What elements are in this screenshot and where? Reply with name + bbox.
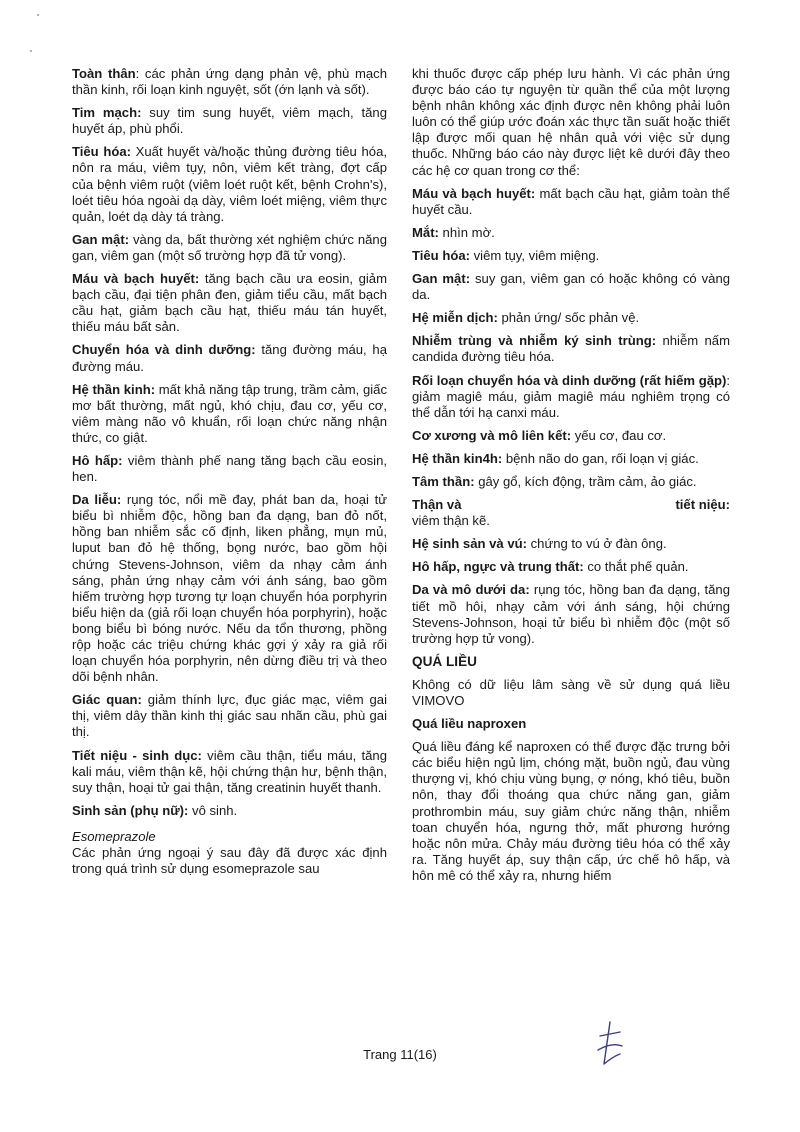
tiet-nieu-paragraph: Tiết niệu - sinh dục: viêm cầu thận, tiểu máu, tăng kali máu, viêm thận kẽ, hội chứng thận hư, bệnh thận, suy thận, hoại tử gai thận, tăng creatinin huyết thanh. <box>72 747 387 795</box>
than-kinh-paragraph: Hệ thần kin4h: bệnh não do gan, rối loạn vị giác. <box>412 450 699 466</box>
mat-paragraph: Mắt: nhìn mờ. <box>412 224 495 240</box>
da-paragraph: Da và mô dưới da: rụng tóc, hồng ban đa dạng, tăng tiết mồ hôi, nhạy cảm với ánh sáng, hội chứng Stevens-Johnson, hoại tử biểu bì nhiễm độc (một số trường hợp tử vong). <box>412 582 730 646</box>
chuyen-hoa-paragraph: Chuyển hóa và dinh dưỡng: tăng đường máu, hạ đường máu. <box>72 342 387 374</box>
nhiem-trung-paragraph: Nhiễm trùng và nhiễm ký sinh trùng: nhiễm nấm candida đường tiêu hóa. <box>412 333 730 365</box>
intro-paragraph: khi thuốc được cấp phép lưu hành. Vì các phản ứng được báo cáo tự nguyện từ quần thể của một lượng bệnh nhân không xác định được nên không phải luôn luôn có thể giúp ước đoán xác thực tần suất hoặc thiết lập được mối quan hệ nhân quả với việc sử dụng thuốc. Những báo cáo này được liệt kê dưới đây theo các hệ cơ quan trong cơ thể: <box>412 66 730 178</box>
ho-hap-paragraph: Hô hấp, ngực và trung thất: co thắt phế quản. <box>412 559 689 575</box>
page-number: Trang 11(16) <box>363 1047 437 1062</box>
than-kinh-paragraph: Hệ thần kinh: mất khả năng tập trung, trầm cảm, giấc mơ bất thường, mất ngủ, khó chịu, đau cơ, yếu cơ, viêm màng não vô khuẩn, rối loạn chức năng nhận thức, co giật. <box>72 381 387 445</box>
gan-mat-paragraph: Gan mật: suy gan, viêm gan có hoặc không có vàng da. <box>412 271 731 303</box>
da-lieu-paragraph: Da liễu: rụng tóc, nổi mề đay, phát ban da, hoại tử biểu bì nhiễm độc, hồng ban đa dạng, ban đỏ nốt, hồng ban nhiễm sắc cố định, liken phẳng, mụn mủ, luput ban đỏ hệ thống, bọng nước, bao gồm hội chứng Stevens-Johnson, viêm da nhạy cảm ánh sáng, phản ứng nhạy cảm với ánh sáng, bao gồm hiếm trường hợp tương tự loạn chuyển hóa porphyrin biểu hiện da (giả rối loạn chuyển hóa porphyrin), hoặc bong biểu bì bóng nước. Nếu da tổn thương, phồng rộp hoặc các triệu chứng khác gợi ý xảy ra giả rối loạn chuyển hóa porphyrin, nên dừng điều trị và theo dõi bệnh nhân. <box>72 492 387 685</box>
qua-lieu-paragraph: Không có dữ liệu lâm sàng về sử dụng quá liều VIMOVO <box>412 676 730 708</box>
tim-mach-paragraph: Tim mạch: suy tim sung huyết, viêm mạch, tăng huyết áp, phù phổi. <box>72 105 387 137</box>
sinh-san-paragraph: Hệ sinh sản và vú: chứng to vú ở đàn ông. <box>412 536 667 552</box>
ho-hap-paragraph: Hô hấp: viêm thành phế nang tăng bạch cầu eosin, hen. <box>72 452 388 485</box>
esomeprazole-heading: Esomeprazole <box>72 828 156 844</box>
left-column <box>72 66 387 877</box>
chuyen-hoa-paragraph: Rối loạn chuyển hóa và dinh dưỡng (rất hiếm gặp): giảm magiê máu, giảm magiê máu nghiêm trọng có thể dẫn tới hạ canxi máu. <box>412 372 730 420</box>
scan-speck <box>37 14 39 16</box>
naproxen-heading: Quá liều naproxen <box>412 716 527 732</box>
tam-than-paragraph: Tâm thần: gây gổ, kích động, trầm cảm, ảo giác. <box>412 473 697 489</box>
naproxen-paragraph: Quá liều đáng kể naproxen có thể được đặc trưng bởi các biểu hiện ngủ lịm, chóng mặt, buồn ngủ, đau vùng thượng vị, khó chịu vùng bụng, ợ nóng, khó tiêu, buồn nôn, thay đổi thoáng qua chức năng gan, giảm prothrombin máu, suy giảm chức năng thận, nhiễm toan chuyển hóa, ngưng thở, mất phương hướng hoặc nôn mửa. Chảy máu đường tiêu hóa có thể xảy ra. Tăng huyết áp, suy thận cấp, ức chế hô hấp, và hôn mê có thể xảy ra, nhưng hiếm <box>412 739 730 883</box>
mau-paragraph: Máu và bạch huyết: mất bạch cầu hạt, giảm toàn thể huyết cầu. <box>412 185 730 217</box>
tieu-hoa-paragraph: Tiêu hóa: viêm tụy, viêm miệng. <box>412 247 600 263</box>
co-xuong-paragraph: Cơ xương và mô liên kết: yếu cơ, đau cơ. <box>412 427 667 443</box>
gan-mat-paragraph: Gan mật: vàng da, bất thường xét nghiệm chức năng gan, viêm gan (một số trường hợp đã tử vong). <box>72 231 387 263</box>
toan-than-paragraph: Toàn thân: các phản ứng dạng phản vệ, phù mạch thần kinh, rối loạn kinh nguyệt, sốt (ớn lạnh và sốt). <box>72 66 387 98</box>
tieu-hoa-paragraph: Tiêu hóa: Xuất huyết và/hoặc thủng đường tiêu hóa, nôn ra máu, viêm tụy, nôn, viêm kết tràng, đợt cấp của bệnh viêm ruột (viêm loét ruột kết, bệnh Crohn's), loét tiêu hóa ngoài dạ dày, viêm loét miệng, viêm thực quản, loét dạ dày tá tràng. <box>72 144 387 224</box>
giac-quan-paragraph: Giác quan: giảm thính lực, đục giác mạc, viêm gai thị, viêm dây thần kinh thị giác sau nhãn cầu, phù gai thị. <box>72 692 387 740</box>
esomeprazole-paragraph: Các phản ứng ngoại ý sau đây đã được xác định trong quá trình sử dụng esomeprazole sau <box>72 845 387 877</box>
scan-speck <box>30 50 32 52</box>
qua-lieu-heading: QUÁ LIỀU <box>412 653 477 669</box>
than-tiet-nieu-paragraph: viêm thận kẽ. <box>412 513 490 529</box>
mien-dich-paragraph: Hệ miễn dịch: phản ứng/ sốc phản vệ. <box>412 310 640 326</box>
right-column <box>412 66 730 884</box>
sinh-san-paragraph: Sinh sản (phụ nữ): vô sinh. <box>72 802 238 818</box>
than-tiet-nieu-heading: Thận và tiết niệu: <box>412 497 730 513</box>
mau-paragraph: Máu và bạch huyết: tăng bạch cầu ưa eosin, giảm bạch cầu, đại tiện phân đen, giảm tiểu cầu, mất bạch cầu hạt, giảm bạch cầu hạt, thiếu máu tán huyết, thiếu máu bất sản. <box>72 271 387 335</box>
